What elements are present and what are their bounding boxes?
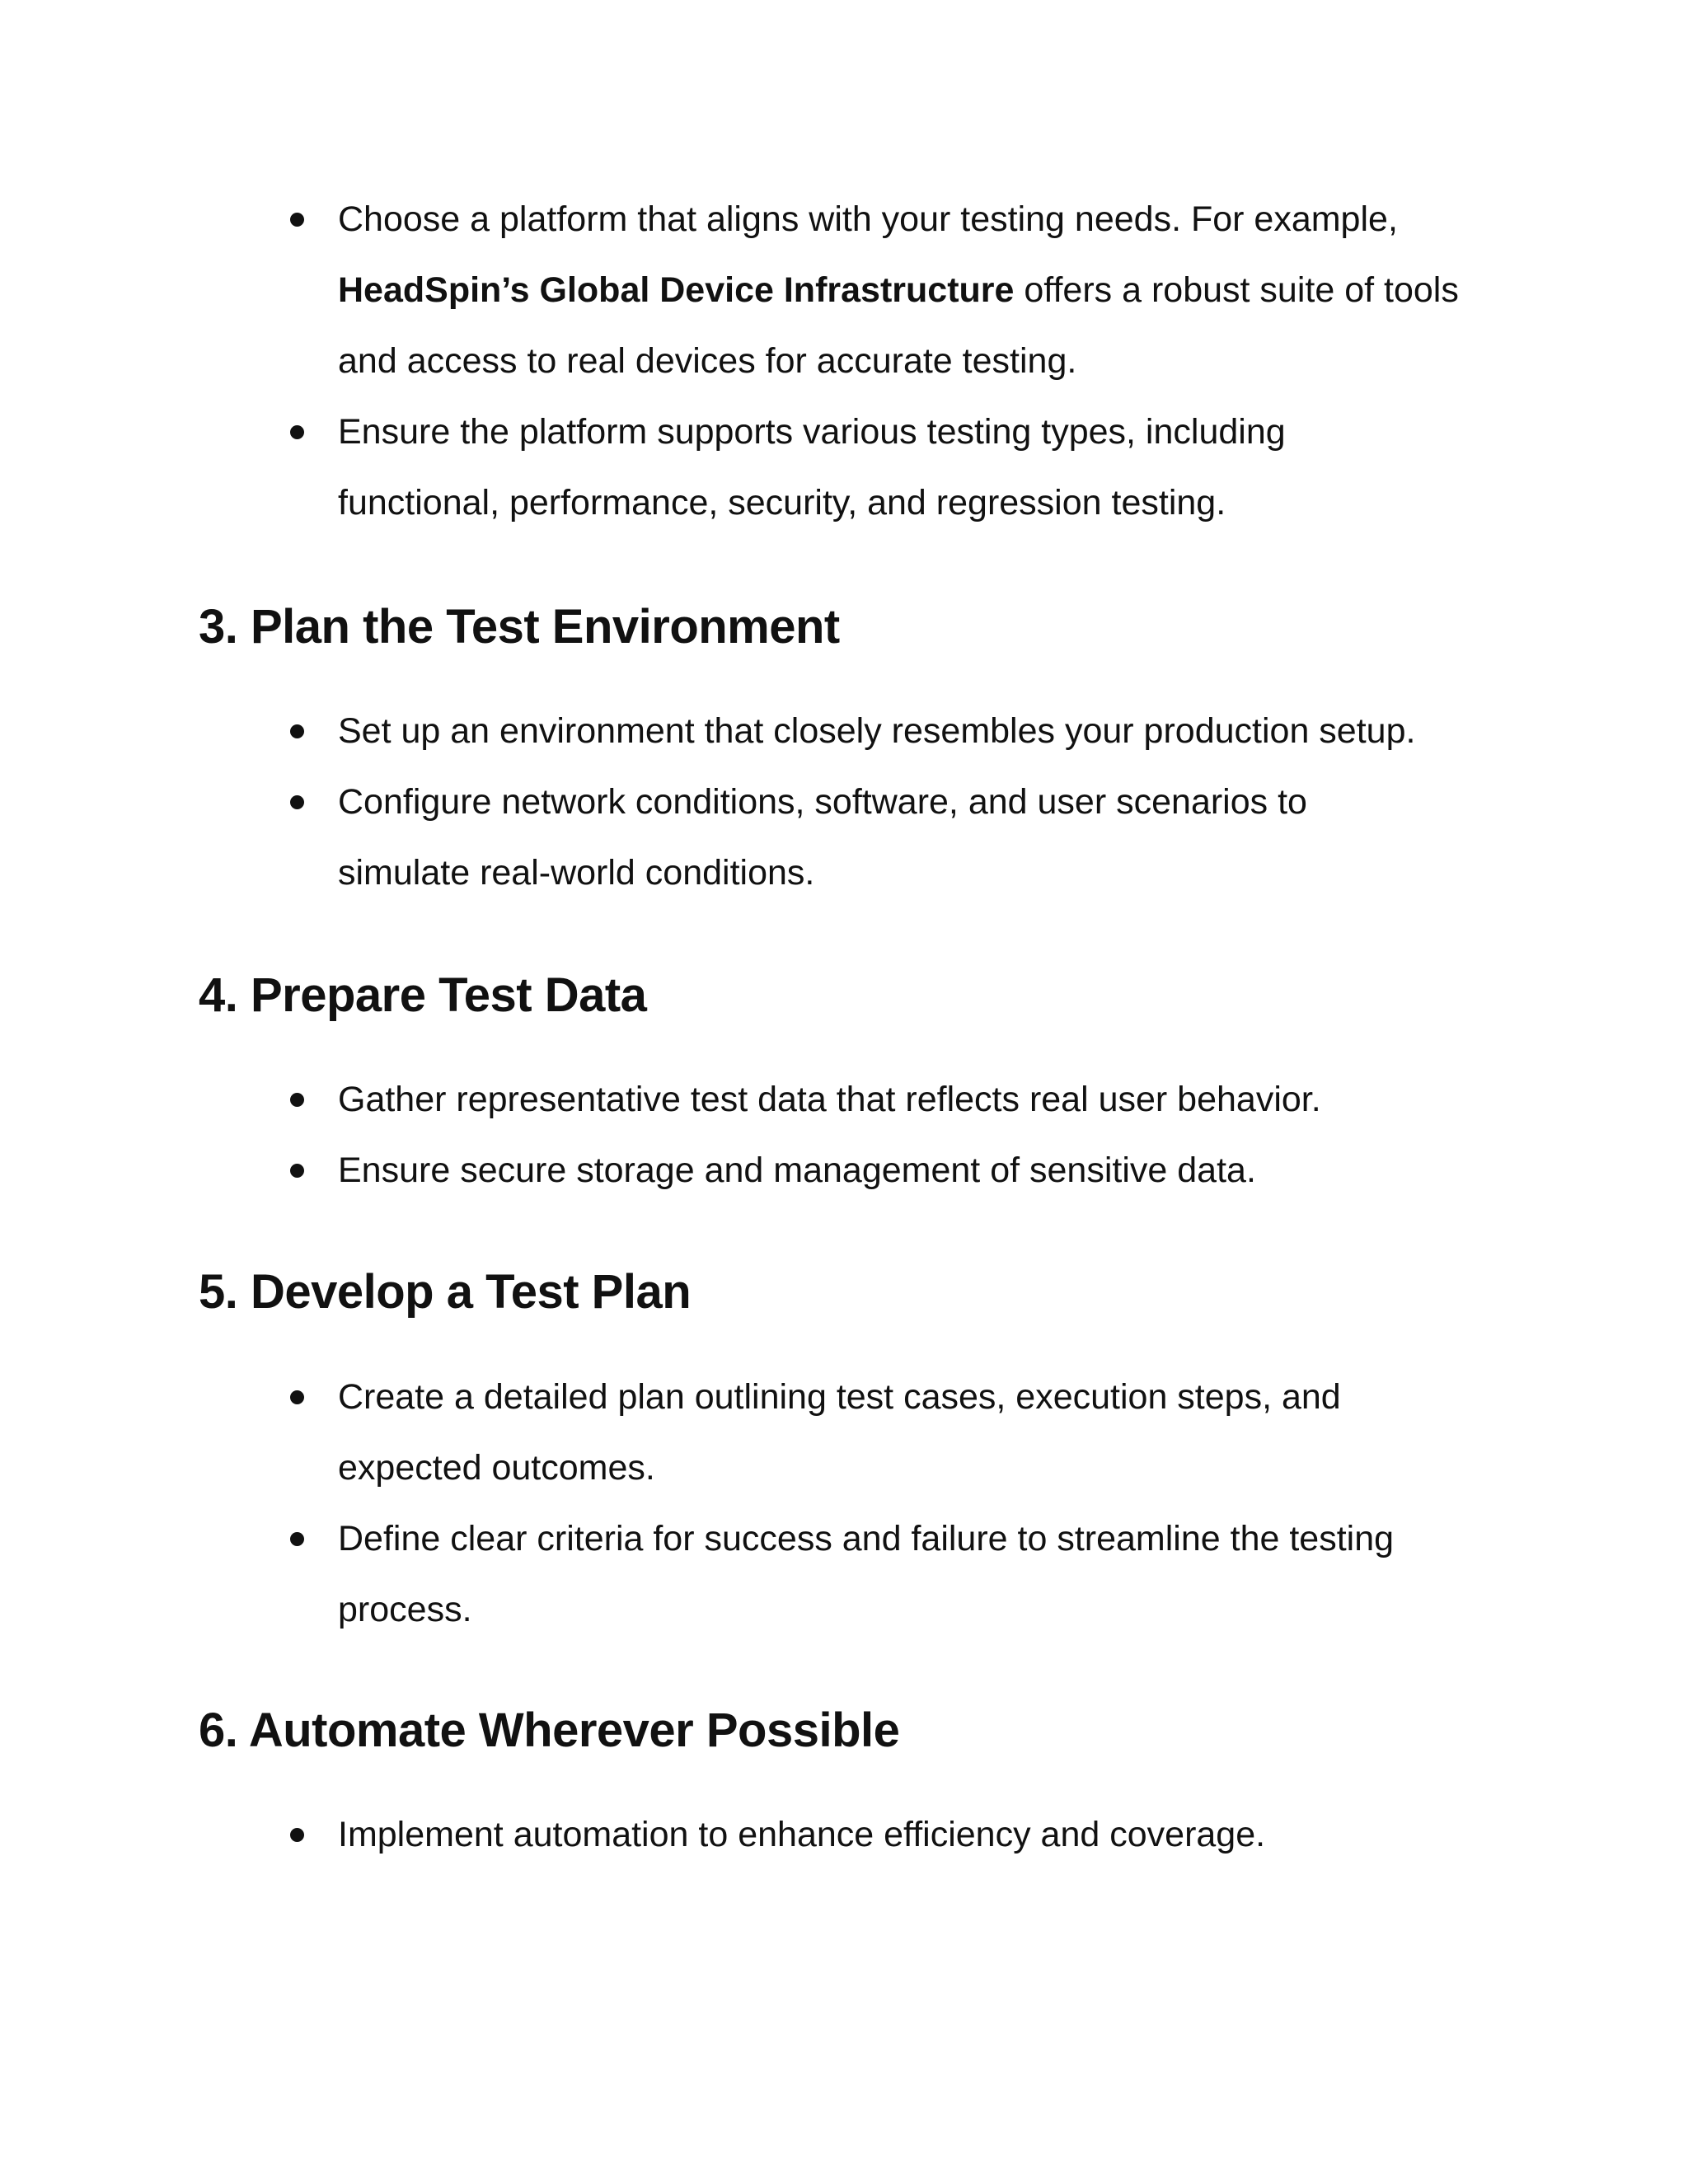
list-item-text: Implement automation to enhance efficiency and coverage. — [338, 1815, 1266, 1854]
list-item-text: expected outcomes. — [338, 1448, 655, 1488]
intro-bullet-list — [0, 184, 1688, 538]
list-item — [0, 696, 1688, 766]
section-6-bullet-list — [0, 1799, 1688, 1870]
bullet-icon — [290, 1164, 304, 1178]
list-item — [0, 1503, 1688, 1645]
bullet-icon — [290, 1093, 304, 1107]
list-item-bold-text: HeadSpin’s Global Device Infrastructure — [338, 270, 1015, 310]
list-item — [0, 1361, 1688, 1503]
bullet-icon — [290, 213, 304, 227]
list-item-text: Create a detailed plan outlining test cases, execution steps, and — [338, 1377, 1341, 1417]
list-item-text: functional, performance, security, and regression testing. — [338, 483, 1226, 523]
list-item-text: Gather representative test data that reflects real user behavior. — [338, 1080, 1321, 1119]
bullet-icon — [290, 724, 304, 738]
section-heading-3: 3. Plan the Test Environment — [199, 600, 840, 654]
list-item — [0, 184, 1688, 396]
list-item-text: Define clear criteria for success and failure to streamline the testing — [338, 1519, 1395, 1558]
bullet-icon — [290, 1828, 304, 1842]
list-item-text: simulate real-world conditions. — [338, 853, 815, 893]
list-item-text: Ensure secure storage and management of sensitive data. — [338, 1151, 1256, 1190]
bullet-icon — [290, 1390, 304, 1404]
list-item-text: offers a robust suite of tools — [1014, 270, 1459, 310]
section-heading-6: 6. Automate Wherever Possible — [199, 1704, 900, 1757]
list-item — [0, 396, 1688, 538]
list-item-text: Set up an environment that closely resembles your production setup. — [338, 711, 1416, 751]
section-heading-5: 5. Develop a Test Plan — [199, 1265, 692, 1319]
list-item-text: and access to real devices for accurate testing. — [338, 341, 1077, 381]
section-heading-4: 4. Prepare Test Data — [199, 968, 647, 1022]
list-item-text: Choose a platform that aligns with your testing needs. For example, — [338, 199, 1398, 239]
section-5-bullet-list — [0, 1361, 1688, 1645]
section-3-bullet-list — [0, 696, 1688, 908]
list-item-text: Configure network conditions, software, and user scenarios to — [338, 782, 1307, 822]
list-item — [0, 1064, 1688, 1135]
section-4-bullet-list — [0, 1064, 1688, 1206]
bullet-icon — [290, 1532, 304, 1546]
list-item — [0, 1135, 1688, 1206]
list-item-text: Ensure the platform supports various testing types, including — [338, 412, 1286, 452]
list-item — [0, 766, 1688, 908]
bullet-icon — [290, 795, 304, 809]
bullet-icon — [290, 425, 304, 439]
list-item-text: process. — [338, 1590, 472, 1629]
list-item — [0, 1799, 1688, 1870]
